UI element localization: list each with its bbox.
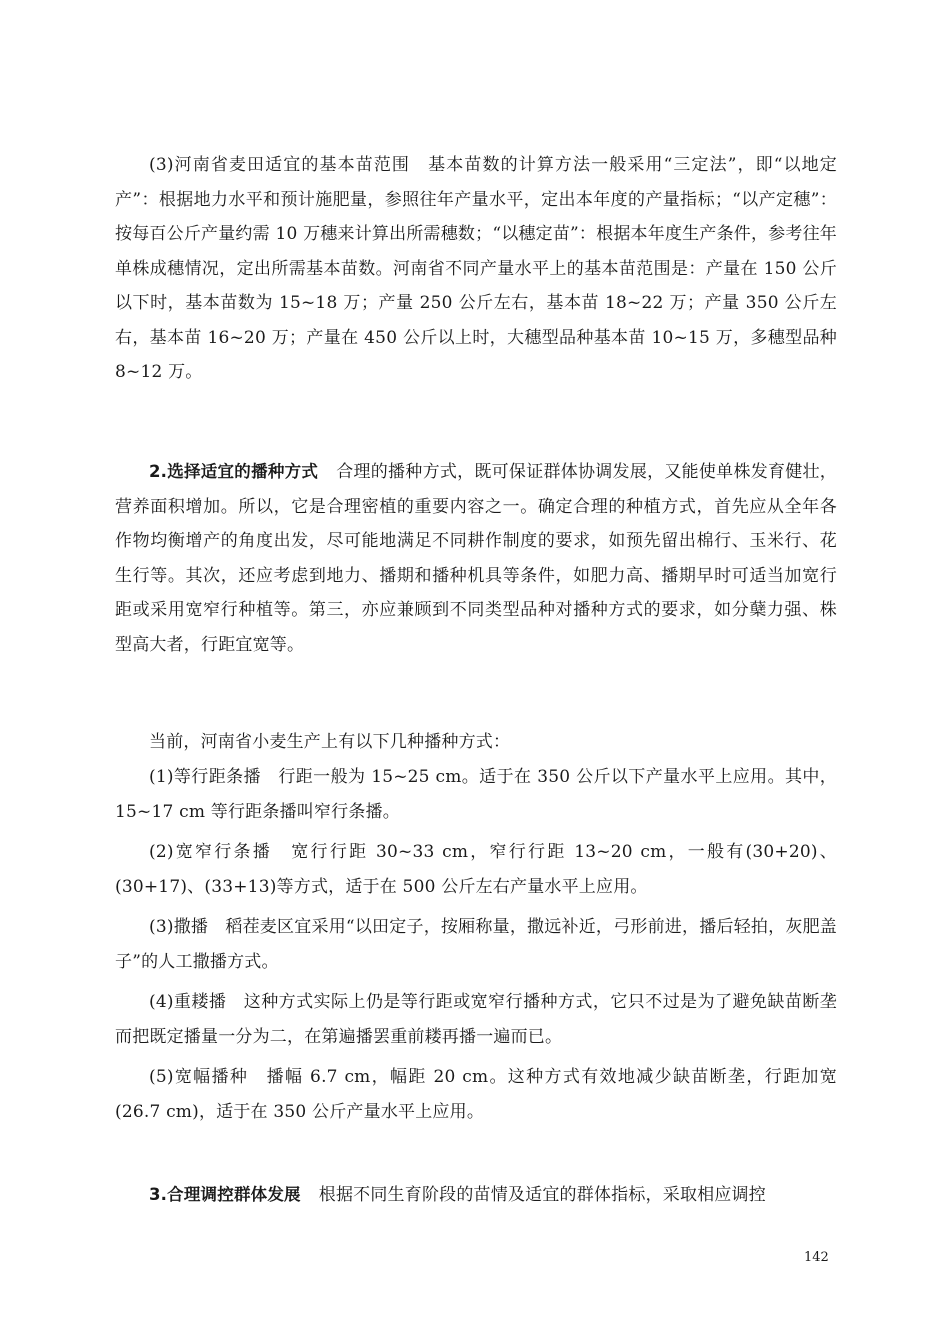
paragraph-wide-band: [115, 1060, 837, 1129]
section-heading: 2.选择适宜的播种方式: [149, 462, 319, 481]
paragraph-population-control: [115, 1178, 837, 1213]
paragraph-text: (4)重耧播 这种方式实际上仍是等行距或宽窄行播种方式，它只不过是为了避免缺苗断垄而把既定播量一分为二，在第遍播罢重前耧再播一遍而已。: [115, 992, 837, 1047]
paragraph-equal-row: [115, 760, 837, 829]
paragraph-broadcast: [115, 910, 837, 979]
paragraph-text: (5)宽幅播种 播幅 6.7 cm，幅距 20 cm。这种方式有效地减少缺苗断垄，行距加宽(26.7 cm)，适于在 350 公斤产量水平上应用。: [115, 1067, 837, 1122]
paragraph-intro-methods: [115, 725, 837, 760]
paragraph-text: 当前，河南省小麦生产上有以下几种播种方式：: [149, 732, 511, 752]
paragraph-wide-narrow-row: [115, 835, 837, 904]
paragraph-sowing-method: [115, 455, 837, 662]
page-number: 142: [804, 1250, 829, 1265]
paragraph-text: 根据不同生育阶段的苗情及适宜的群体指标，采取相应调控: [318, 1185, 766, 1205]
paragraph-text: 合理的播种方式，既可保证群体协调发展，又能使单株发育健壮，营养面积增加。所以，它是合理密植的重要内容之一。确定合理的种植方式，首先应从全年各作物均衡增产的角度出发，尽可能地满足不同耕作制度的要求，如预先留出棉行、玉米行、花生行等。其次，还应考虑到地力、播期和播种机具等条件，如肥力高、播期早时可适当加宽行距或采用宽窄行种植等。第三，亦应兼顾到不同类型品种对播种方式的要求，如分蘖力强、株型高大者，行距宜宽等。: [115, 462, 837, 655]
paragraph-text: (3)撒播 稻茬麦区宜采用“以田定子，按厢称量，撒远补近，弓形前进，播后轻拍，灰肥盖子”的人工撒播方式。: [115, 917, 837, 972]
paragraph-text: (3)河南省麦田适宜的基本苗范围 基本苗数的计算方法一般采用“三定法”，即“以地定产”：根据地力水平和预计施肥量，参照往年产量水平，定出本年度的产量指标；“以产定穗”：按每百公斤产量约需 10 万穗来计算出所需穗数；“以穗定苗”：根据本年度生产条件，参考往年单株成穗情况，定出所需基本苗数。河南省不同产量水平上的基本苗范围是：产量在 150 公斤以下时，基本苗数为 15~18 万；产量 250 公斤左右，基本苗 18~22 万；产量 350 公斤左右，基本苗 16~20 万；产量在 450 公斤以上时，大穗型品种基本苗 10~15 万，多穗型品种 8~12 万。: [115, 155, 837, 382]
section-heading: 3.合理调控群体发展: [149, 1185, 301, 1204]
paragraph-basic-seedling-range: [115, 148, 837, 390]
paragraph-text: (2)宽窄行条播 宽行行距 30~33 cm，窄行行距 13~20 cm，一般有(30+20)、(30+17)、(33+13)等方式，适于在 500 公斤左右产量水平上应用。: [115, 842, 837, 897]
paragraph-double-drill: [115, 985, 837, 1054]
paragraph-text: (1)等行距条播 行距一般为 15~25 cm。适于在 350 公斤以下产量水平上应用。其中，15~17 cm 等行距条播叫窄行条播。: [115, 767, 837, 822]
